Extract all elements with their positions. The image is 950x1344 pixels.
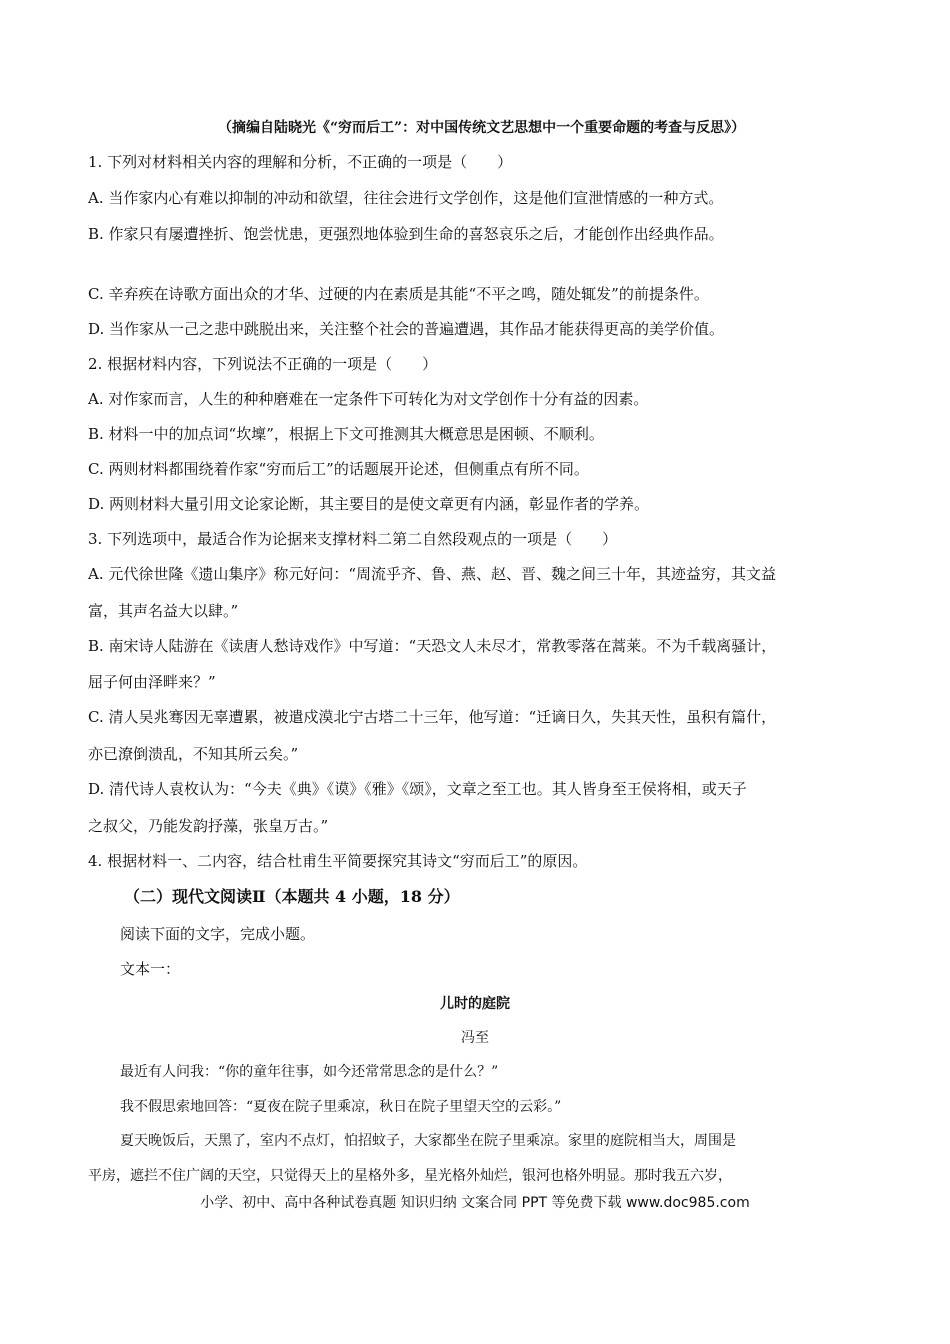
essay-title: 儿时的庭院 [440,996,510,1012]
question-2-option-c: C. 两则材料都围绕着作家“穷而后工”的话题展开论述，但侧重点有所不同。 [88,460,589,478]
question-3-option-c: C. 清人吴兆骞因无辜遭累，被遣戍漠北宁古塔二十三年，他写道：“迁谪日久，失其天性，虽积有篇什， [88,708,777,726]
question-1-option-a: A. 当作家内心有难以抑制的冲动和欲望，往往会进行文学创作，这是他们宣泄情感的一种方式。 [88,189,724,207]
essay-paragraph-3-cont: 平房，遮拦不住广阔的天空，只觉得天上的星格外多，星光格外灿烂，银河也格外明显。那时我五六岁， [88,1168,732,1184]
essay-paragraph-1: 最近有人问我：“你的童年往事，如今还常常思念的是什么？” [120,1064,499,1080]
question-3-option-d: D. 清代诗人袁枚认为：“今夫《典》《谟》《雅》《颂》，文章之至工也。其人皆身至王侯将相，或天子 [88,780,747,798]
source-citation: （摘编自陆晓光《“穷而后工”：对中国传统文艺思想中一个重要命题的考查与反思》） [218,120,746,136]
essay-author: 冯至 [461,1030,489,1046]
essay-paragraph-2: 我不假思索地回答：“夏夜在院子里乘凉，秋日在院子里望天空的云彩。” [120,1099,562,1115]
question-3-option-d-cont: 之叔父，乃能发韵抒藻，张皇万古。” [88,817,329,835]
text-label: 文本一： [120,960,181,978]
question-1-stem: 1. 下列对材料相关内容的理解和分析，不正确的一项是（ ） [88,153,513,171]
question-2-stem: 2. 根据材料内容，下列说法不正确的一项是（ ） [88,355,438,373]
question-3-option-c-cont: 亦已潦倒溃乱，不知其所云矣。” [88,745,299,763]
question-3-option-a: A. 元代徐世隆《遗山集序》称元好问：“周流乎齐、鲁、燕、赵、晋、魏之间三十年，其迹益穷，其文益 [88,565,777,583]
question-2-option-a: A. 对作家而言，人生的种种磨难在一定条件下可转化为对文学创作十分有益的因素。 [88,390,649,408]
question-1-option-b: B. 作家只有屡遭挫折、饱尝忧患，更强烈地体验到生命的喜怒哀乐之后，才能创作出经典作品。 [88,225,724,243]
question-2-option-d: D. 两则材料大量引用文论家论断，其主要目的是使文章更有内涵，彰显作者的学养。 [88,495,650,513]
question-3-option-b: B. 南宋诗人陆游在《读唐人愁诗戏作》中写道：“天恐文人未尽才，常教零落在蒿莱。不为千载离骚计， [88,637,777,655]
essay-paragraph-3: 夏天晚饭后，天黑了，室内不点灯，怕招蚊子，大家都坐在院子里乘凉。家里的庭院相当大，周围是 [120,1133,736,1149]
question-3-stem: 3. 下列选项中，最适合作为论据来支撑材料二第二自然段观点的一项是（ ） [88,530,618,548]
instruction-text: 阅读下面的文字，完成小题。 [120,925,316,943]
question-3-option-b-cont: 屈子何由泽畔来？” [88,673,216,691]
page-footer: 小学、初中、高中各种试卷真题 知识归纳 文案合同 PPT 等免费下载 www.doc985.com [200,1195,750,1211]
section-heading: （二）现代文阅读Ⅱ（本题共 4 小题，18 分） [124,887,460,906]
question-3-option-a-cont: 富，其声名益大以肆。” [88,602,239,620]
question-2-option-b: B. 材料一中的加点词“坎壈”，根据上下文可推测其大概意思是困顿、不顺利。 [88,425,604,443]
question-1-option-c: C. 辛弃疾在诗歌方面出众的才华、过硬的内在素质是其能“不平之鸣，随处辄发”的前提条件。 [88,285,709,303]
question-4-stem: 4. 根据材料一、二内容，结合杜甫生平简要探究其诗文“穷而后工”的原因。 [88,852,588,870]
question-1-option-d: D. 当作家从一己之悲中跳脱出来，关注整个社会的普遍遭遇，其作品才能获得更高的美学价值。 [88,320,725,338]
